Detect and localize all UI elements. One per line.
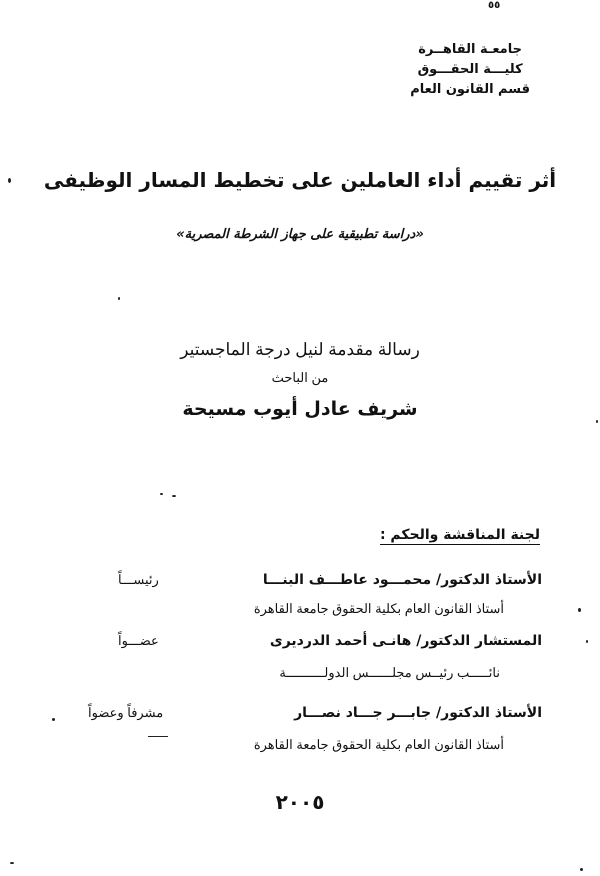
committee-member-description: أستاذ القانون العام بكلية الحقوق جامعة القاهرة <box>253 737 504 752</box>
scan-speck <box>578 608 581 612</box>
committee-heading <box>380 527 540 543</box>
committee-member-role: رئيســـاً <box>118 572 159 587</box>
thesis-subtitle: «دراسة تطبيقية على جهاز الشرطة المصرية» <box>176 227 424 242</box>
scan-speck <box>172 495 176 497</box>
scan-speck <box>160 493 163 495</box>
thesis-title: أثر تقييم أداء العاملين على تخطيط المسار الوظيفى <box>43 168 557 192</box>
institution-block <box>410 40 530 100</box>
committee-member-name: المستشار الدكتور/ هانـى أحمد الدرديرى <box>269 633 542 649</box>
committee-member-role: عضـــواً <box>118 633 159 648</box>
scan-speck <box>10 862 14 864</box>
scan-speck <box>118 297 120 300</box>
scan-speck <box>596 420 598 423</box>
department-name: قسم القانون العام <box>410 82 530 97</box>
committee-member-name: الأستاذ الدكتور/ جابـــر جـــاد نصـــار <box>294 705 542 721</box>
submission-year: ٢٠٠٥ <box>275 790 325 814</box>
scan-speck <box>148 736 168 737</box>
author-name: شريف عادل أيوب مسيحة <box>182 398 418 420</box>
scan-speck <box>52 718 55 721</box>
committee-member-description: أستاذ القانون العام بكلية الحقوق جامعة القاهرة <box>253 601 504 616</box>
committee-member-role: مشرفاً وعضواً <box>88 705 164 720</box>
scan-speck <box>586 640 588 643</box>
by-label: من الباحث <box>271 370 329 385</box>
thesis-statement: رسالة مقدمة لنيل درجة الماجستير <box>180 340 420 359</box>
page-number: ٥٥ <box>488 0 501 11</box>
committee-heading-text: لجنة المناقشة والحكم : <box>379 527 540 543</box>
committee-member-name: الأستاذ الدكتور/ محمـــود عاطـــف البنـــا <box>262 572 542 588</box>
faculty-name: كليـــة الحقـــوق <box>417 62 523 77</box>
scan-speck <box>580 868 583 871</box>
university-name: جامعـة القاهــرة <box>418 42 522 57</box>
committee-member-description: نائـــــب رئيــس مجلــــــس الدولــــــــــة <box>279 665 500 680</box>
